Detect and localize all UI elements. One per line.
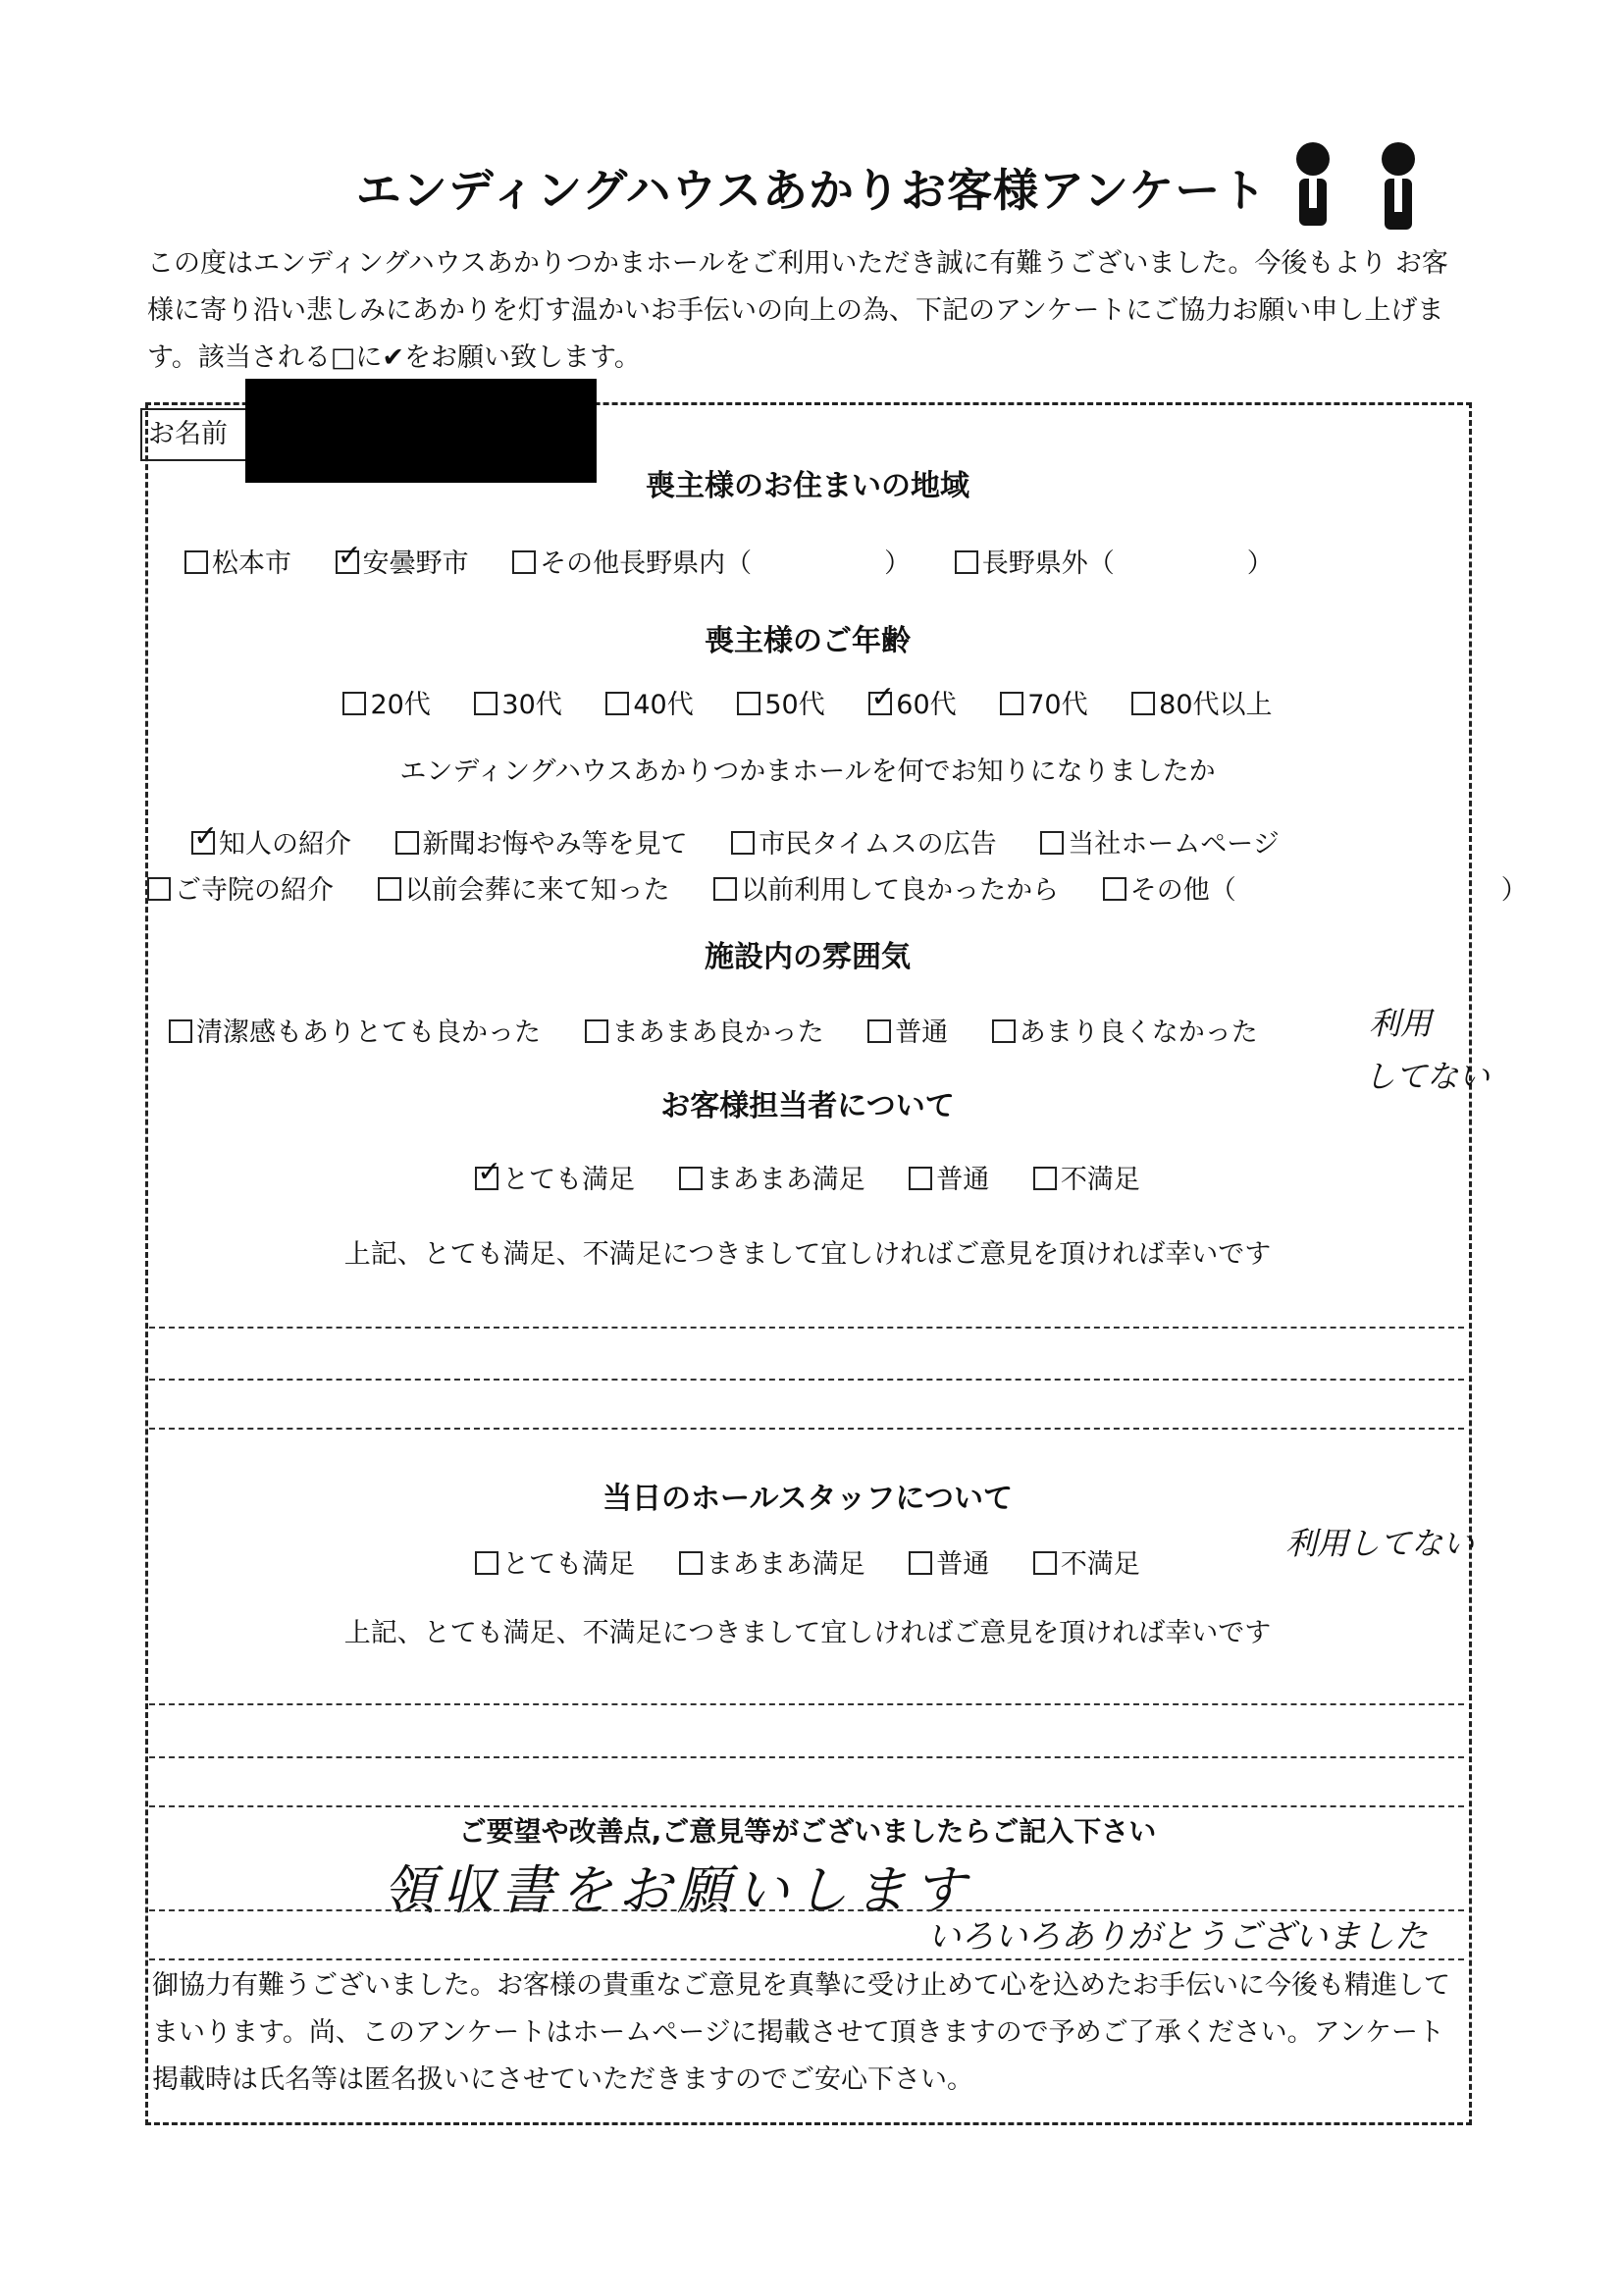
staff-mascot-icon xyxy=(1293,137,1333,235)
requests-heading: ご要望や改善点,ご意見等がございましたらご記入下さい xyxy=(458,1815,1157,1848)
comment-line[interactable] xyxy=(149,1756,1464,1758)
facility-option[interactable]: 普通 xyxy=(867,1011,948,1049)
source-heading: エンディングハウスあかりつかまホールを何でお知りになりましたか xyxy=(399,757,1216,787)
staff-option[interactable]: 普通 xyxy=(909,1158,989,1196)
age-option[interactable]: 70代 xyxy=(1000,683,1087,721)
request-handwriting: いろいろありがとうございました xyxy=(927,1917,1428,1957)
staff-options xyxy=(145,1158,1470,1196)
checkbox[interactable] xyxy=(1040,831,1064,855)
facility-heading: 施設内の雰囲気 xyxy=(705,940,911,974)
source-option[interactable]: 以前会葬に来て知った xyxy=(378,868,670,907)
checkbox[interactable] xyxy=(378,877,401,901)
hall-option[interactable]: 普通 xyxy=(909,1542,989,1581)
age-option[interactable]: ✓ 60代 xyxy=(868,683,956,721)
intro-text: この度はエンディングハウスあかりつかまホールをご利用いただき誠に有難うございました。今後もより お客様に寄り沿い悲しみにあかりを灯す温かいお手伝いの向上の為、下記のアンケートにご協力お願い申し上げます。該当される□に✔をお願い致します。 xyxy=(147,248,1448,373)
checkbox[interactable] xyxy=(731,831,755,855)
checkbox[interactable] xyxy=(1033,1551,1057,1575)
age-option[interactable]: 80代以上 xyxy=(1131,683,1272,721)
hall-option[interactable]: まあまあ満足 xyxy=(679,1542,865,1581)
facility-handnote: 利用 xyxy=(1369,1005,1433,1042)
checkbox[interactable] xyxy=(475,1551,498,1575)
checkbox[interactable] xyxy=(737,692,760,715)
checkbox[interactable] xyxy=(342,692,366,715)
checkbox[interactable] xyxy=(1131,692,1155,715)
hall-heading: 当日のホールスタッフについて xyxy=(602,1482,1013,1516)
checkbox[interactable] xyxy=(909,1167,932,1190)
facility-option[interactable]: まあまあ良かった xyxy=(585,1011,824,1049)
checkbox[interactable] xyxy=(1000,692,1023,715)
checkbox[interactable] xyxy=(605,692,629,715)
source-options-row1 xyxy=(191,822,1516,861)
checkbox-checked[interactable] xyxy=(475,1167,498,1190)
area-option[interactable]: 松本市 xyxy=(184,542,291,580)
hall-prompt: 上記、とても満足、不満足につきまして宜しければご意見を頂ければ幸いです xyxy=(343,1618,1272,1648)
staff-option[interactable]: まあまあ満足 xyxy=(679,1158,865,1196)
source-option[interactable]: 以前利用して良かったから xyxy=(713,868,1059,907)
hall-options xyxy=(145,1542,1470,1581)
facility-option[interactable]: 清潔感もありとても良かった xyxy=(169,1011,541,1049)
staff-prompt: 上記、とても満足、不満足につきまして宜しければご意見を頂ければ幸いです xyxy=(343,1239,1272,1270)
source-option[interactable]: ご寺院の紹介 xyxy=(147,868,334,907)
source-option[interactable]: その他（ ） xyxy=(1103,868,1528,907)
checkbox[interactable] xyxy=(713,877,737,901)
area-option[interactable]: その他長野県内（ ） xyxy=(512,542,911,580)
comment-line[interactable] xyxy=(149,1327,1464,1329)
footer-note: 御協力有難うございました。お客様の貴重なご意見を真摯に受け止めて心を込めたお手伝いに今後も精進してまいります。尚、このアンケートはホームページに掲載させて頂きますので予めご了承ください。アンケート掲載時は氏名等は匿名扱いにさせていただきますのでご安心下さい。 xyxy=(152,1970,1450,2095)
checkbox-checked[interactable] xyxy=(191,831,215,855)
checkbox[interactable] xyxy=(867,1019,891,1043)
area-options xyxy=(167,542,1384,580)
source-option[interactable]: ✓知人の紹介 xyxy=(191,822,351,861)
area-option[interactable]: 長野県外（ ） xyxy=(955,542,1274,580)
checkbox-checked[interactable] xyxy=(336,550,359,574)
comment-line[interactable] xyxy=(149,1805,1464,1807)
checkbox[interactable] xyxy=(1033,1167,1057,1190)
age-heading: 喪主様のご年齢 xyxy=(705,624,911,658)
age-option[interactable]: 50代 xyxy=(737,683,824,721)
checkbox[interactable] xyxy=(169,1019,192,1043)
hall-option[interactable]: とても満足 xyxy=(475,1542,635,1581)
survey-title: エンディングハウスあかりお客様アンケート xyxy=(355,164,1268,217)
checkbox[interactable] xyxy=(474,692,497,715)
checkbox[interactable] xyxy=(184,550,208,574)
area-option[interactable]: ✓ 安曇野市 xyxy=(336,542,469,580)
request-handwriting: 領収書をお願いします xyxy=(383,1859,971,1921)
age-options xyxy=(145,683,1470,721)
checkbox[interactable] xyxy=(679,1167,703,1190)
checkbox[interactable] xyxy=(992,1019,1016,1043)
comment-line[interactable] xyxy=(149,1428,1464,1430)
facility-handnote: してない xyxy=(1364,1058,1491,1095)
facility-options xyxy=(169,1011,1493,1049)
source-option[interactable]: 市民タイムスの広告 xyxy=(731,822,996,861)
hall-handnote: 利用してない xyxy=(1285,1525,1475,1562)
checkbox[interactable] xyxy=(1103,877,1126,901)
name-label: お名前 xyxy=(140,408,258,461)
age-option[interactable]: 30代 xyxy=(474,683,561,721)
age-option[interactable]: 20代 xyxy=(342,683,430,721)
comment-line[interactable] xyxy=(149,1703,1464,1705)
source-option[interactable]: 新聞お悔やみ等を見て xyxy=(395,822,688,861)
checkbox-checked[interactable] xyxy=(868,692,892,715)
area-heading: 喪主様のお住まいの地域 xyxy=(646,469,969,503)
checkbox[interactable] xyxy=(585,1019,608,1043)
age-option[interactable]: 40代 xyxy=(605,683,693,721)
facility-option[interactable]: あまり良くなかった xyxy=(992,1011,1258,1049)
source-option[interactable]: 当社ホームページ xyxy=(1040,822,1279,861)
checkbox[interactable] xyxy=(147,877,171,901)
comment-line[interactable] xyxy=(149,1379,1464,1381)
hall-option[interactable]: 不満足 xyxy=(1033,1542,1140,1581)
checkbox[interactable] xyxy=(909,1551,932,1575)
comment-line[interactable] xyxy=(149,1958,1464,1960)
staff-heading: お客様担当者について xyxy=(660,1089,955,1123)
checkbox[interactable] xyxy=(679,1551,703,1575)
staff-option[interactable]: ✓とても満足 xyxy=(475,1158,635,1196)
checkbox[interactable] xyxy=(955,550,978,574)
checkbox[interactable] xyxy=(395,831,419,855)
staff-option[interactable]: 不満足 xyxy=(1033,1158,1140,1196)
staff-mascot-icon xyxy=(1379,137,1418,235)
checkbox[interactable] xyxy=(512,550,536,574)
source-options-row2 xyxy=(147,868,1528,907)
